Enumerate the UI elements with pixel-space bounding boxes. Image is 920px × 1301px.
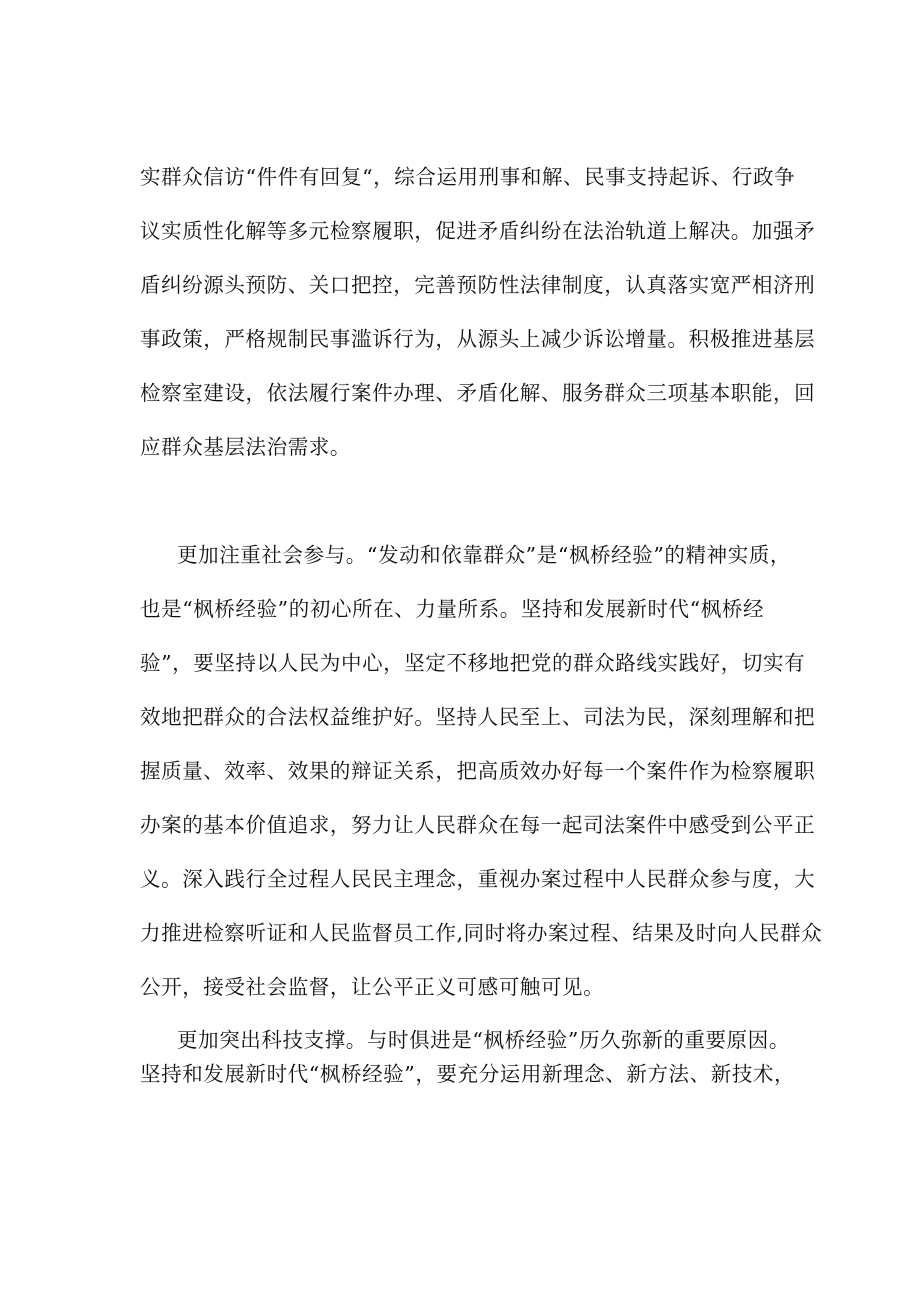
- paragraph-line: 也是“枫桥经验”的初心所在、力量所系。坚持和发展新时代“枫桥经: [140, 597, 765, 621]
- paragraph-line: 公开，接受社会监督，让公平正义可感可触可见。: [140, 975, 605, 999]
- paragraph-line: 实群众信访“件件有回复“，综合运用刑事和解、民事支持起诉、行政争: [140, 165, 796, 189]
- paragraph-line: 事政策，严格规制民事滥诉行为，从源头上减少诉讼增量。积极推进基层: [140, 327, 816, 351]
- paragraph-line: 更加注重社会参与。“发动和依靠群众”是“枫桥经验”的精神实质，: [177, 543, 792, 567]
- paragraph-line: 办案的基本价值追求，努力让人民群众在每一起司法案件中感受到公平正: [140, 813, 816, 837]
- paragraph-line: 义。深入践行全过程人民民主理念，重视办案过程中人民群众参与度，大: [140, 867, 816, 891]
- paragraph-line: 盾纠纷源头预防、关口把控，完善预防性法律制度，认真落实宽严相济刑: [140, 273, 816, 297]
- paragraph-line: 应群众基层法治需求。: [140, 435, 351, 459]
- paragraph-line: 效地把群众的合法权益维护好。坚持人民至上、司法为民，深刻理解和把: [140, 705, 816, 729]
- paragraph-line: 议实质性化解等多元检察履职，促进矛盾纠纷在法治轨道上解决。加强矛: [140, 219, 816, 243]
- paragraph-line: 握质量、效率、效果的辩证关系，把高质效办好每一个案件作为检察履职: [140, 759, 816, 783]
- paragraph-line: 检察室建设，依法履行案件办理、矛盾化解、服务群众三项基本职能，回: [140, 381, 816, 405]
- paragraph-line: 坚持和发展新时代“枫桥经验”，要充分运用新理念、新方法、新技术，: [140, 1062, 796, 1086]
- paragraph-line: 验”，要坚持以人民为中心，坚定不移地把党的群众路线实践好，切实有: [140, 651, 806, 675]
- paragraph-line: 更加突出科技支撑。与时俱进是“枫桥经验”历久弥新的重要原因。: [177, 1028, 790, 1052]
- paragraph-line: 力推进检察听证和人民监督员工作,同时将办案过程、结果及时向人民群众: [140, 921, 823, 945]
